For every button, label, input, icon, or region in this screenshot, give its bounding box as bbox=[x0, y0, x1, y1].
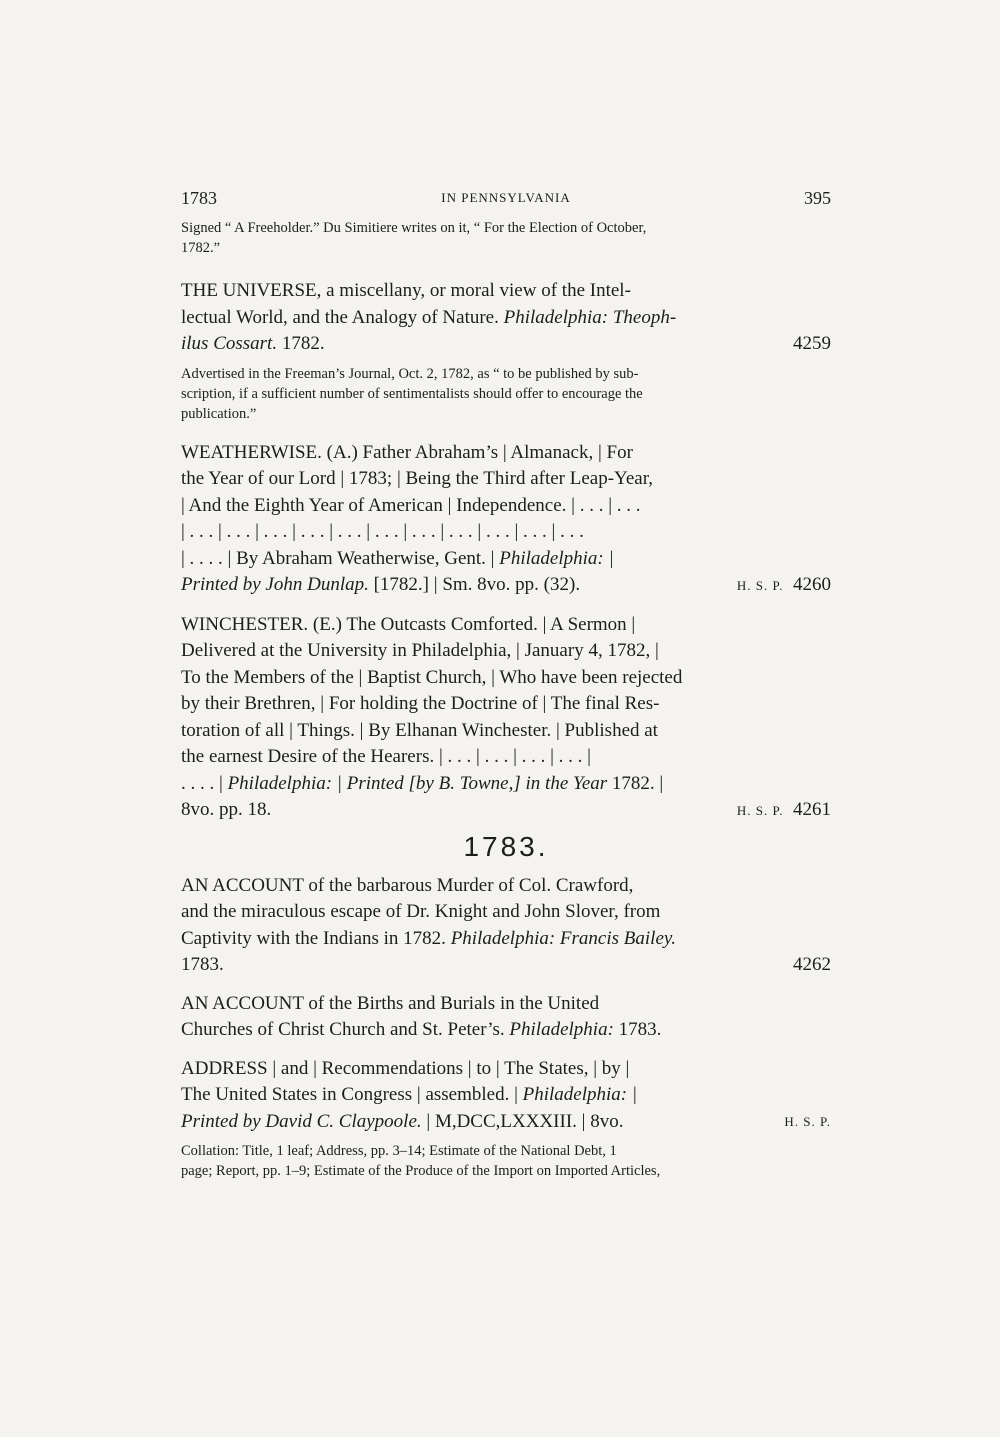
imprint: Printed by John Dunlap. bbox=[181, 574, 369, 595]
text: | M,DCC,LXXXIII. | 8vo. bbox=[421, 1110, 624, 1132]
text: Churches of Christ Church and St. Peter’s. bbox=[181, 1019, 510, 1040]
entry-line bbox=[181, 1017, 831, 1044]
running-header bbox=[181, 188, 831, 218]
imprint: Philadelphia: | bbox=[522, 1084, 638, 1105]
year-heading: 1783. bbox=[463, 830, 549, 862]
entry-line: | . . . | . . . | . . . | . . . | . . . | . . . | . . . | . . . | . . . | . . . | . . . bbox=[181, 521, 584, 542]
entry-4260 bbox=[181, 440, 831, 600]
header-year: 1783 bbox=[181, 188, 217, 208]
entry-line: the earnest Desire of the Hearers. | . . . | . . . | . . . | . . . | bbox=[181, 746, 591, 767]
note-line: scription, if a sufficient number of sentimentalists should offer to encourage the bbox=[181, 385, 643, 402]
text: . . . . | bbox=[181, 772, 228, 794]
entry-4259 bbox=[181, 278, 831, 358]
entry-line bbox=[181, 546, 831, 573]
location-code: H. S. P. bbox=[736, 578, 784, 593]
entry-number: 4260 bbox=[793, 574, 831, 595]
entry-line bbox=[181, 926, 831, 953]
entry-line: toration of all | Things. | By Elhanan Winchester. | Published at bbox=[181, 719, 658, 741]
entry-address bbox=[181, 1056, 831, 1136]
note-line: Collation: Title, 1 leaf; Address, pp. 3–14; Estimate of the National Debt, 1 bbox=[181, 1143, 617, 1159]
entry-line: by their Brethren, | For holding the Doctrine of | The final Res- bbox=[181, 693, 660, 714]
entry-line bbox=[181, 1109, 831, 1136]
note-line: Advertised in the Freeman’s Journal, Oct. 2, 1782, as “ to be published by sub- bbox=[181, 365, 639, 382]
page-number: 395 bbox=[804, 188, 831, 208]
year: 1783. bbox=[181, 954, 224, 975]
note-line: publication.” bbox=[181, 405, 257, 422]
note-freemans-journal bbox=[181, 364, 831, 424]
entry-line: AN ACCOUNT of the Births and Burials in the United bbox=[181, 992, 600, 1014]
entry-line: | And the Eighth Year of American | Independence. | . . . | . . . bbox=[181, 494, 641, 516]
imprint: Printed by David C. Claypoole. bbox=[181, 1110, 422, 1132]
header-title: IN PENNSYLVANIA bbox=[441, 190, 571, 205]
entry-line: Delivered at the University in Philadelphia, | January 4, 1782, | bbox=[181, 640, 659, 661]
year: 1783. bbox=[613, 1019, 662, 1040]
imprint: Philadelphia: Francis Bailey. bbox=[450, 927, 677, 949]
entry-line: the Year of our Lord | 1783; | Being the Third after Leap-Year, bbox=[181, 468, 654, 489]
entry-line bbox=[181, 305, 831, 332]
entry-line: and the miraculous escape of Dr. Knight and John Slover, from bbox=[181, 901, 661, 922]
imprint: Philadelphia: bbox=[509, 1019, 614, 1040]
entry-line: AN ACCOUNT of the barbarous Murder of Col. Crawford, bbox=[181, 874, 634, 896]
entry-number: 4262 bbox=[793, 954, 831, 975]
entry-line bbox=[181, 952, 831, 979]
text: | . . . . | By Abraham Weatherwise, Gent. | bbox=[181, 547, 500, 569]
entry-number: 4259 bbox=[793, 333, 831, 354]
entry-line: WINCHESTER. (E.) The Outcasts Comforted. | A Sermon | bbox=[181, 613, 636, 635]
entry-births-burials bbox=[181, 991, 831, 1044]
text: Captivity with the Indians in 1782. bbox=[181, 927, 451, 949]
entry-line: To the Members of the | Baptist Church, | Who have been rejected bbox=[181, 666, 683, 688]
imprint: ilus Cossart. bbox=[181, 333, 278, 354]
entry-line bbox=[181, 771, 831, 798]
location-code: H. S. P. bbox=[736, 803, 784, 818]
text: The United States in Congress | assembled. | bbox=[181, 1084, 523, 1105]
location-code: H. S. P. bbox=[784, 1113, 831, 1129]
imprint: Philadelphia: Theoph- bbox=[503, 306, 677, 328]
entry-line: THE UNIVERSE, a miscellany, or moral view of the Intel- bbox=[181, 280, 631, 301]
entry-line: WEATHERWISE. (A.) Father Abraham’s | Almanack, | For bbox=[181, 441, 633, 463]
note-line: Signed “ A Freeholder.” Du Simitiere writes on it, “ For the Election of October, bbox=[181, 220, 647, 236]
book-page bbox=[181, 188, 831, 1181]
entry-line bbox=[181, 1082, 831, 1109]
text: 1782. | bbox=[607, 772, 664, 794]
entry-4261 bbox=[181, 612, 831, 825]
text: [1782.] | Sm. 8vo. pp. (32). bbox=[368, 574, 581, 595]
entry-4262 bbox=[181, 873, 831, 979]
note-freeholder bbox=[181, 218, 831, 258]
note-collation bbox=[181, 1141, 831, 1181]
entry-line bbox=[181, 331, 831, 358]
note-line: 1782.” bbox=[181, 240, 221, 256]
imprint: Philadelphia: | bbox=[499, 547, 614, 569]
year: 1782. bbox=[277, 333, 325, 354]
imprint: Philadelphia: | Printed [by B. Towne,] in the Year bbox=[227, 772, 608, 794]
text: 8vo. pp. 18. bbox=[181, 799, 272, 820]
entry-line bbox=[181, 572, 831, 600]
entry-line: ADDRESS | and | Recommendations | to | The States, | by | bbox=[181, 1057, 630, 1079]
note-line: page; Report, pp. 1–9; Estimate of the Produce of the Import on Imported Articles, bbox=[181, 1163, 661, 1179]
text: lectual World, and the Analogy of Nature. bbox=[181, 306, 504, 328]
entry-line bbox=[181, 797, 831, 825]
entry-number: 4261 bbox=[793, 799, 831, 820]
